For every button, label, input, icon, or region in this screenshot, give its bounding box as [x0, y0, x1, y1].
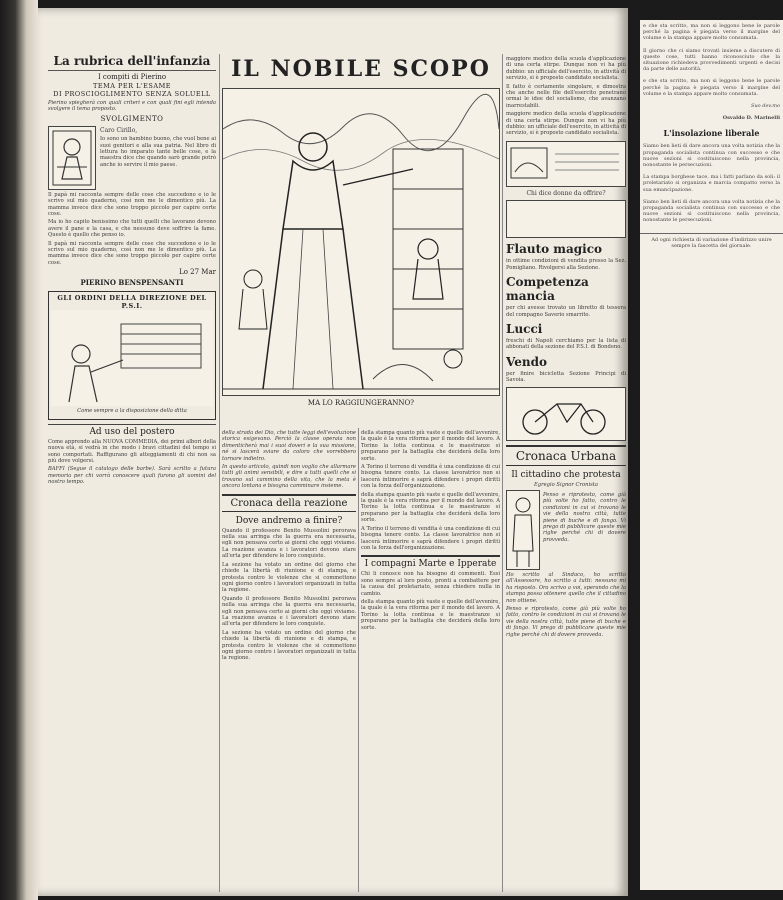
pierino-drawing — [48, 126, 96, 190]
right-column — [506, 54, 626, 892]
next-page-body-3: Siamo ben lieti di dare ancora una volta notizia che la propaganda socialista continua con successo e che nuove sezioni si costituiscono nella provincia, nonostante le persecuzioni. — [643, 143, 780, 169]
competenza-body: per chi avesse trovato un libretto di tessera del compagno Saverio smarrito. — [506, 305, 626, 318]
urbana-block — [506, 490, 626, 570]
flauto-title: Flauto magico — [506, 242, 603, 257]
article-text-b3: della stampa quanto più vaste e quelle dell'avvenire, la quale è la vera riforma per il mondo del lavoro. A Torino la lotta continua e le maestranze si preparano per la battaglia che deciderà della loro sorte. — [361, 491, 500, 524]
postero-body-2: BAFFI (Segue il catalogo delle barbe). Sarà scritto a futura memoria per chi vorrà conoscere quali furono gli uomini del nostro tempo. — [48, 466, 216, 486]
directorate-cartoon — [51, 310, 213, 406]
next-page-heading: L'insolazione liberale — [663, 128, 760, 139]
signoff-name: PIERINO BENSPENSANTI — [80, 278, 184, 288]
next-page-footer: Ad ogni richiesta di variazione d'indirizzo unire sempre la fascetta del giornale. — [640, 233, 783, 252]
next-page-body-2: Il giorno che ci siamo trovati insieme a discutere di queste cose, tutti hanno riconosciuto che la situazione richiedeva provvedimenti urgenti e decisi da parte delle autorità. — [643, 47, 780, 73]
directorate-box — [48, 291, 216, 419]
feature-cartoon — [222, 88, 500, 396]
theme-line-2: DI PROSCIOGLIMENTO SENZA SOLUELL — [53, 90, 211, 98]
compagni-body-2: della stampa quanto più vaste e quelle dell'avvenire, la quale è la vera riforma per il mondo del lavoro. A Torino la lotta continua e le maestranze si preparano per la battaglia che deciderà della loro sorte. — [361, 598, 500, 631]
compagni-title: I compagni Marte e Ipperate — [361, 555, 500, 569]
center-lower-left — [222, 428, 356, 892]
lucci-body: freschi di Napoli cerchiamo per la lista di abbonati della sezione del P.S.I. di Bondeno. — [506, 337, 626, 351]
vendo-body: per finire bicicletta Sezione Principi di Savoia. — [506, 370, 626, 384]
adjacent-page — [640, 20, 783, 890]
next-page-body-4: La stampa borghese tace, ma i fatti parlano da soli: il proletariato si organizza e marcia compatto verso la sua emancipazione. — [643, 174, 780, 193]
bicycle-drawing — [506, 387, 626, 441]
body-paragraph-1: Io sono un bambino buono, che vuol bene ai suoi genitori e alla sua patria. Nel libro di lettura ho imparato tante belle cose, e la maestra dice che quando sarò grande potrò anche io servire il mio paese. — [100, 136, 216, 168]
column-rule — [358, 428, 359, 892]
column-rule — [219, 54, 220, 892]
column-rule — [502, 54, 503, 892]
citizen-drawing — [506, 490, 540, 570]
article-text-a2: In questo articolo, quindi non voglio che allarmare tutti gli animi sensibili, e dire a tutti quelli che si trovano sul cammino della vita, che la meta è ancora lontana e bisogna camminare insieme. — [222, 464, 356, 490]
rubric-subtitle: I compiti di Pierino — [97, 73, 167, 81]
competenza-title: Competenza mancia — [506, 275, 589, 304]
article-text-b: della stampa quanto più vaste e quelle dell'avvenire, la quale è la vera riforma per il mondo del lavoro. A Torino la lotta continua e le maestranze si preparano per la battaglia che deciderà della loro sorte. — [361, 430, 500, 462]
right-body-1: maggiore medico della scuola d'applicazione di una certa stirpe. Dunque non vi ha più dubbio: un ufficiale dell'esercito, in attività di servizio, si è proposto candidato socialista. — [506, 56, 626, 82]
section-heading: SVOLGIMENTO — [100, 114, 164, 123]
cronaca-reazione-title: Cronaca della reazione — [222, 494, 356, 512]
notice-ad — [506, 141, 626, 187]
feature-caption: MA LO RAGGIUNGERANNO? — [307, 399, 415, 407]
cronaca-reazione-body-2: La sezione ha votato un ordine del giorno che chiede la libertà di riunione e di stampa, e protesta contro le violenze che si commettono ogni giorno contro i lavoratori organizzati in tutta la regione. — [222, 561, 356, 594]
book-spine — [0, 0, 38, 900]
center-feature — [222, 54, 500, 426]
directorate-caption: Come sempre a la disposizione della ditta — [77, 408, 187, 415]
flauto-body: in ottime condizioni di vendita presso la Sez. Pomigliano. Rivolgersi alla Sezione. — [506, 258, 626, 271]
directorate-title: GLI ORDINI DELLA DIREZIONE DEL P.S.I. — [57, 294, 207, 311]
notice-text: Chi dice donne da offrire? — [526, 189, 606, 197]
next-page-body-5: Siamo ben lieti di dare ancora una volta notizia che la propaganda socialista continua con successo e che nuove sezioni si costituiscono nella provincia, nonostante le persecuzioni. — [643, 198, 780, 224]
theme-line-1: TEMA PER L'ESAME — [93, 82, 171, 90]
signoff-date: Lo 27 Mar — [179, 268, 216, 277]
cronaca-reazione-body: Quando il professore Benito Mussolini perorava nella sua arringa che la guerra era necessaria, egli non pensava certo ai giorni che oggi viviamo. La reazione avanza e i lavoratori devono stare all'erta per difendere le loro conquiste. — [222, 527, 356, 560]
right-body-3: maggiore medico della scuola d'applicazione di una certa stirpe. Dunque non vi ha più dubbio: un ufficiale dell'esercito, in attività di servizio, si è proposto candidato socialista. — [506, 111, 626, 137]
body-paragraph-3: Ma io ho capito benissimo che tutti quelli che lavorano devono avere il pane e la casa, e che nessuno deve soffrire la fame. Questo è quello che penso io. — [48, 219, 216, 239]
article-text-a: della strada dei Dio, che tutte leggi dell'evoluzione storica esigevano. Perciò la classe operaia non dimenticherà mai i suoi doveri e la sua missione, né si lascerà sviare da coloro che vorrebbero tornare indietro. — [222, 430, 356, 462]
article-text-b2: A Torino il terreno di vendita è una condizione di cui bisogna tenere conto. La classe lavoratrice non si lascerà intimorire e saprà difendere i propri diritti con la forza dell'organizzazione. — [361, 464, 500, 490]
right-body-2: Il fatto è certamente singolare, e dimostra che anche nelle file dell'esercito penetrano ormai le idee del socialismo, che avanzano inarrestabili. — [506, 83, 626, 109]
cronaca-urbana-body: Penso e riprotesto, come già più volte ho fatto, contro le condizioni in cui si trovano le vie della nostra città, tutte piene di buche e di fango. Vi prego di pubblicare queste mie righe perché chi di dovere provveda. — [543, 491, 626, 543]
small-ad-box — [506, 200, 626, 238]
intro-block — [48, 126, 216, 190]
rubric-title: La rubrica dell'infanzia — [48, 54, 216, 71]
compagni-body: Chi li conosce non ha bisogno di commenti. Essi sono sempre al loro posto, pronti a combattere per la causa del proletariato, senza chiedere nulla in cambio. — [361, 571, 500, 597]
salutation: Caro Cirillo, — [100, 126, 138, 134]
vendo-title: Vendo — [506, 354, 547, 369]
cronaca-reazione-subtitle: Dove andremo a finire? — [235, 515, 343, 526]
postero-heading: Ad uso del postero — [48, 424, 216, 437]
newspaper-page — [38, 8, 628, 896]
cronaca-urbana-body-3: Penso e riprotesto, come già più volte ho fatto, contro le condizioni in cui si trovano le vie della nostra città, tutte piene di buche e di fango. Vi prego di pubblicare queste mie righe perché chi di dovere provveda. — [506, 605, 626, 638]
cronaca-urbana-body-2: Ho scritto al Sindaco, ho scritto all'Assessore, ho scritto a tutti: nessuno mi ha risposto. Ora scrivo a voi, sperando che la stampa possa ottenere quello che il cittadino non ottiene. — [506, 571, 626, 604]
next-page-signoff-1: Suo dev.mo — [751, 103, 780, 110]
lucci-title: Lucci — [506, 321, 543, 336]
body-paragraph-2: Il papà mi racconta sempre delle cose che succedono e io le scrivo sul mio quaderno, così non me le dimentico più. La mamma invece dice che sono troppo piccolo per capire certe cose. — [48, 191, 216, 218]
cronaca-urbana-subtitle: Il cittadino che protesta — [511, 469, 621, 480]
next-page-signoff-2: Osvaldo D. Marinelli — [722, 115, 780, 122]
postero-body: Come apprendo alla NUOVA COMMEDIA, dei primi albori della nuova età, si vedrà in che modo i bravi cittadini del tempo si sono comportati. Raffigurano gli atteggiamenti di chi non sa più dove volgersi. — [48, 438, 216, 464]
cronaca-urbana-salute: Egregio Signor Cronista — [534, 481, 598, 488]
next-page-body-2b: e che sta scritto, ma non si leggono bene le parole perché la pagina è piegata verso il margine del volume e la stampa appare molto consumata. — [643, 78, 780, 97]
next-page-body-1: e che sta scritto, ma non si leggono bene le parole perché la pagina è piegata verso il margine del volume e la stampa appare molto consumata. — [643, 23, 780, 42]
cronaca-reazione-body-4: La sezione ha votato un ordine del giorno che chiede la libertà di riunione e di stampa, e protesta contro le violenze che si commettono ogni giorno contro i lavoratori organizzati in tutta la regione. — [222, 629, 356, 662]
theme-body: Pierino spiegherà con quali criteri e con quali fini egli intenda svolgere il tema proposto. — [48, 100, 216, 113]
cronaca-urbana-title: Cronaca Urbana — [506, 445, 626, 466]
cronaca-reazione-body-3: Quando il professore Benito Mussolini perorava nella sua arringa che la guerra era necessaria, egli non pensava certo ai giorni che oggi viviamo. La reazione avanza e i lavoratori devono stare all'erta per difendere le loro conquiste. — [222, 595, 356, 628]
feature-title: IL NOBILE SCOPO — [231, 56, 491, 82]
body-paragraph-2b: Il papà mi racconta sempre delle cose che succedono e io le scrivo sul mio quaderno, così non me le dimentico più. La mamma invece dice che sono troppo piccolo per capire certe cose. — [48, 240, 216, 266]
left-column — [48, 54, 216, 892]
center-lower-right — [361, 428, 500, 892]
article-text-b4: A Torino il terreno di vendita è una condizione di cui bisogna tenere conto. La classe lavoratrice non si lascerà intimorire e saprà difendere i propri diritti con la forza dell'organizzazione. — [361, 525, 500, 551]
